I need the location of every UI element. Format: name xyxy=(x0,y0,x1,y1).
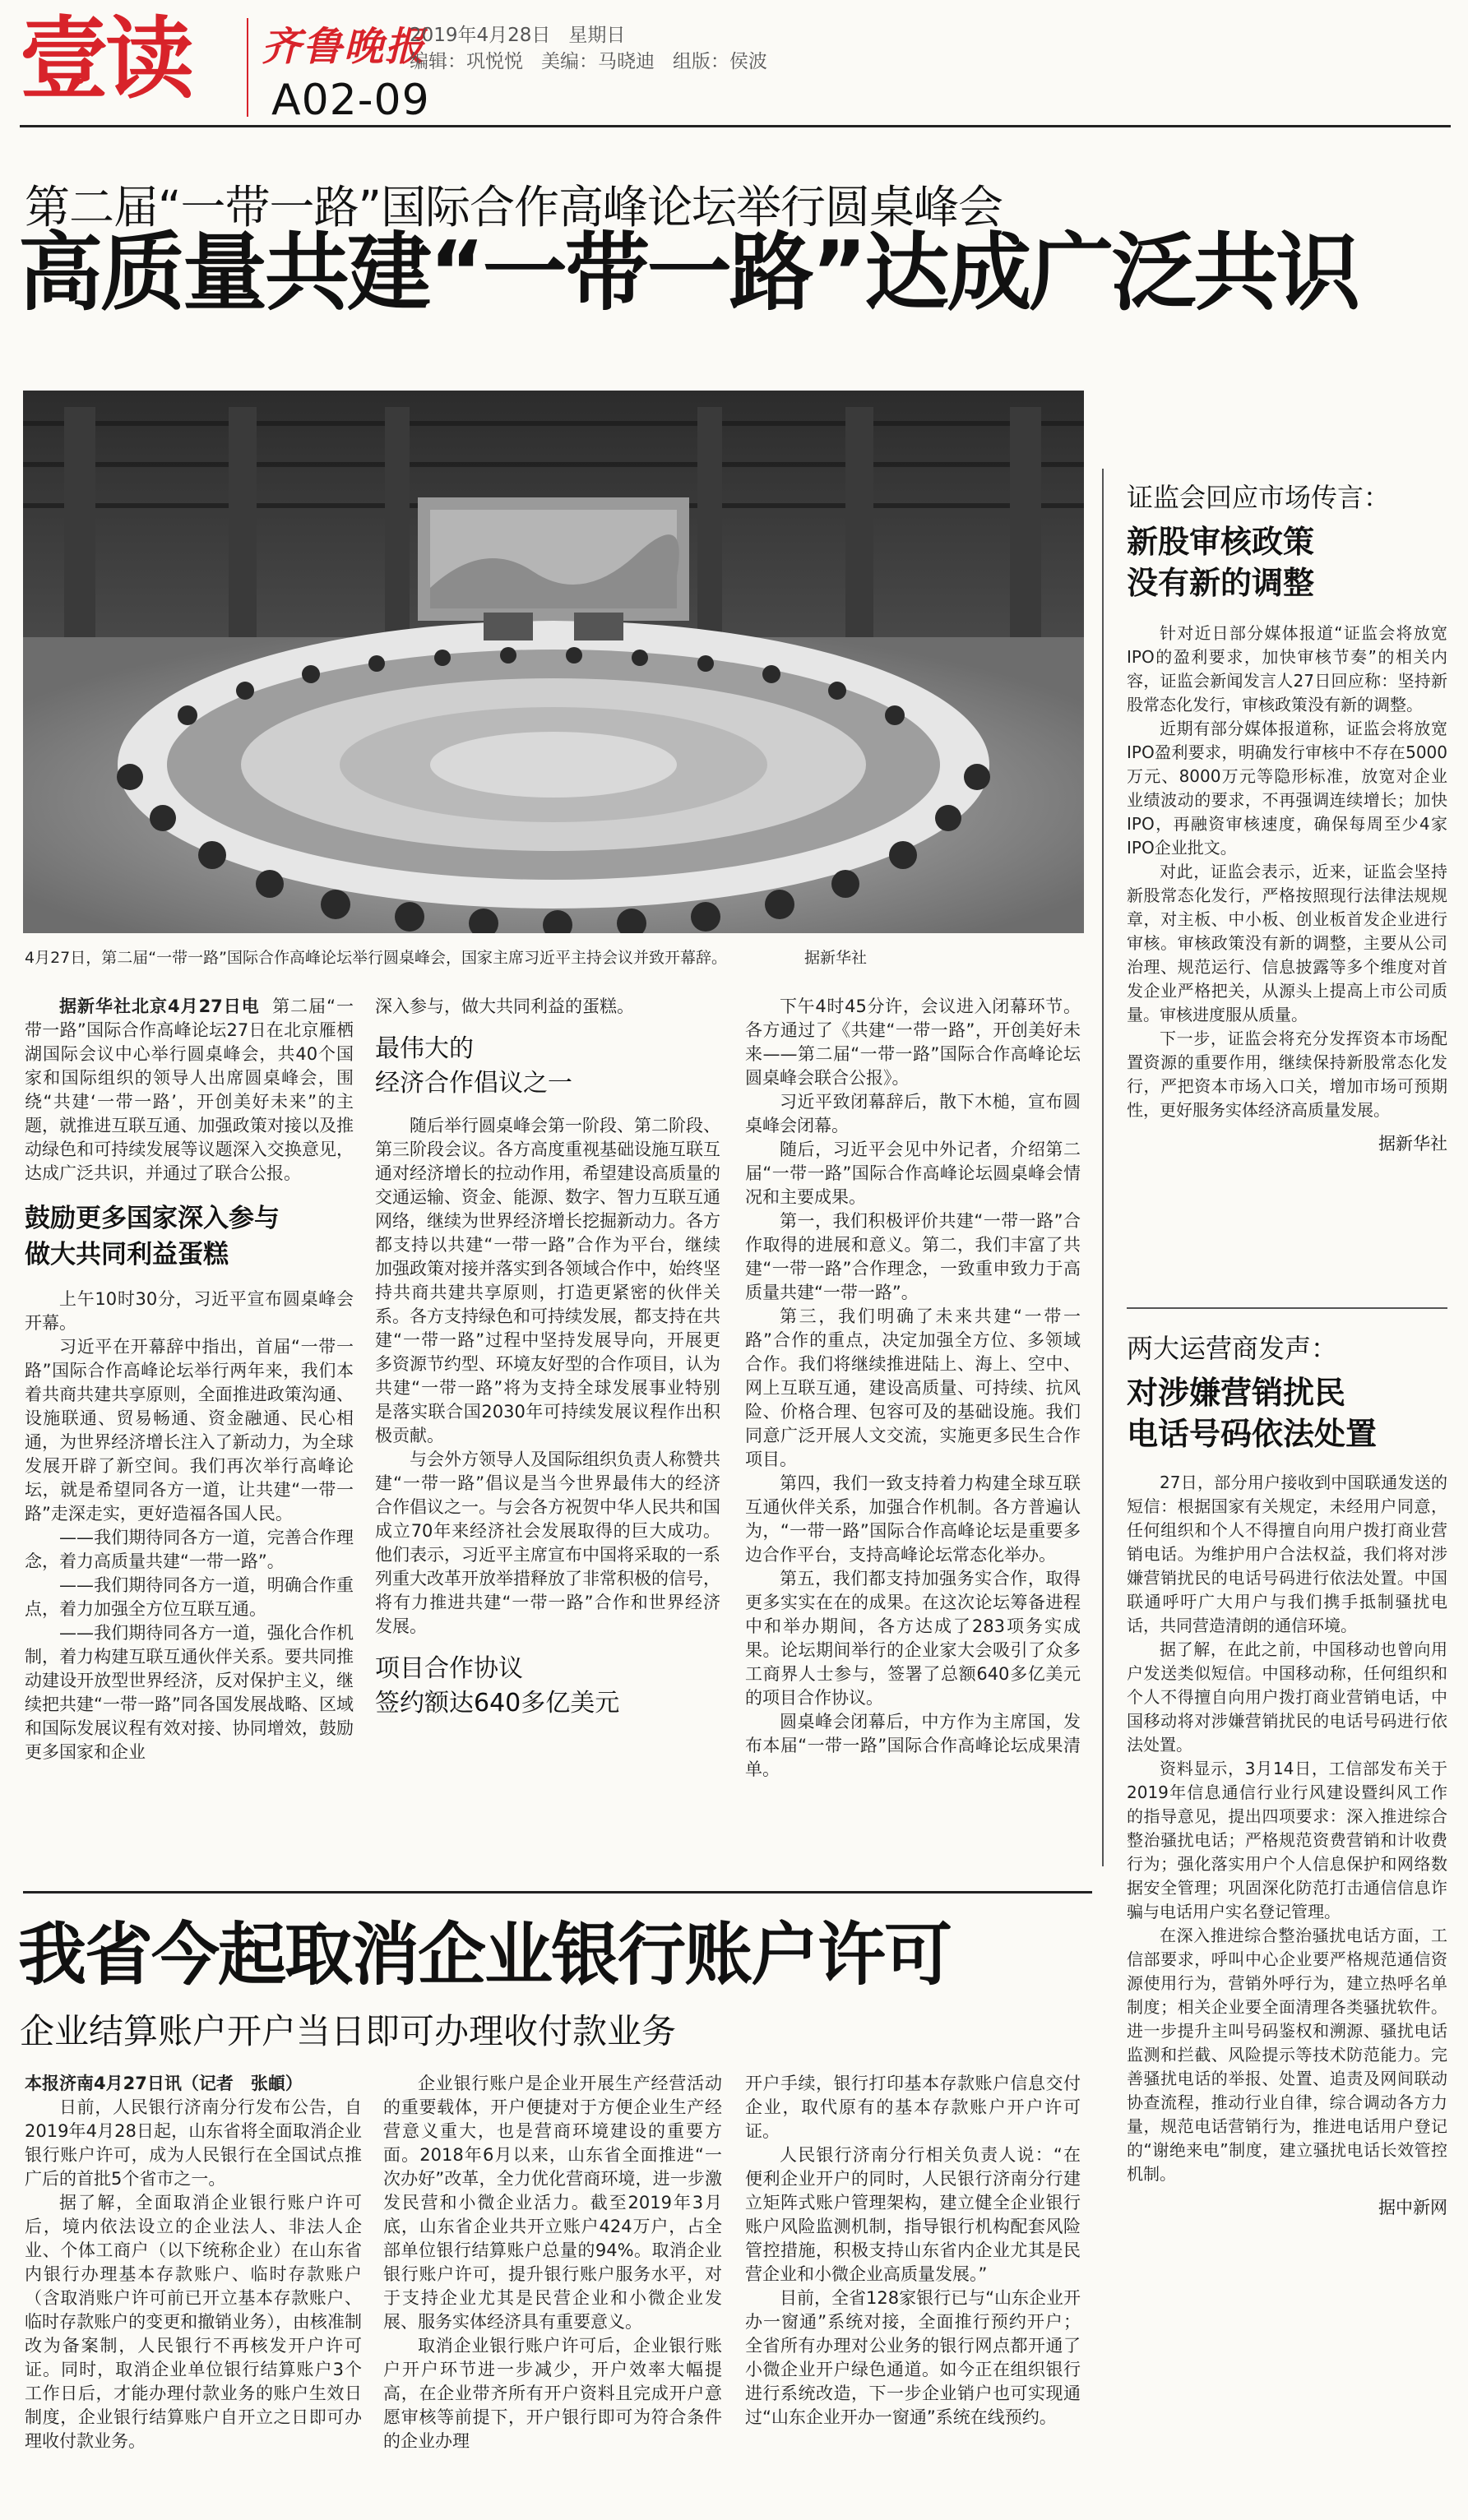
sidebar-source: 据新华社 xyxy=(1378,1134,1447,1154)
page-number: A02-09 xyxy=(271,76,430,125)
lead-paragraph: ——我们期待同各方一道，完善合作理念，着力高质量共建“一带一路”。 xyxy=(25,1528,354,1571)
sidebar-paragraph: 针对近日部分媒体报道“证监会将放宽IPO的盈利要求，加快审核节奏”的相关内容，证监会新闻发言人27日回应称：坚持新股常态化发行，审核政策没有新的调整。 xyxy=(1127,623,1447,714)
story2-column-1 xyxy=(25,2072,362,2453)
sidebar-paragraph: 据了解，在此之前，中国移动也曾向用户发送类似短信。中国移动称，任何组织和个人不得擅自向用户拨打商业营销电话，中国移动将对涉嫌营销扰民的电话号码进行依法处置。 xyxy=(1127,1639,1447,1755)
lead-paragraph: ——我们期待同各方一道，明确合作重点，着力加强全方位互联互通。 xyxy=(25,1575,354,1619)
story2-paragraph: 据了解，全面取消企业银行账户许可后，境内依法设立的企业法人、非法人企业、个体工商户（以下统称企业）在山东省内银行办理基本存款账户、临时存款账户（含取消账户许可前已开立基本存款账户、临时存款账户的变更和撤销业务），由核准制改为备案制，人民银行不再核发开户许可证。同时，取消企业单位银行结算账户3个工作日后，才能办理付款业务的账户生效日制度，企业银行结算账户自开立之日即可办理收付款业务。 xyxy=(25,2193,362,2451)
story2-paragraph: 开户手续，银行打印基本存款账户信息交付企业，取代原有的基本存款账户开户许可证。 xyxy=(745,2074,1081,2141)
masthead-divider xyxy=(247,18,248,117)
section-heading: 项目合作协议 签约额达640多亿美元 xyxy=(375,1654,620,1718)
designer-credit: 美编：马晓迪 xyxy=(540,51,655,72)
masthead-date-line xyxy=(410,20,625,47)
sidebar-body xyxy=(1127,622,1447,1122)
sidebar-rule xyxy=(1102,469,1104,1866)
lead-column-3 xyxy=(745,995,1081,1782)
masthead-rule xyxy=(20,125,1451,127)
byline-text: 本报济南4月27日讯（记者 张頔） xyxy=(25,2074,303,2093)
lead-kicker: 第二届“一带一路”国际合作高峰论坛举行圆桌峰会 xyxy=(25,181,1003,234)
story2-paragraph: 日前，人民银行济南分行发布公告，自2019年4月28日起，山东省将全面取消企业银行账户许可，成为人民银行在全国试点推广后的首批5个省市之一。 xyxy=(25,2097,362,2189)
story2-subhead: 企业结算账户开户当日即可办理收付款业务 xyxy=(20,2011,677,2051)
story2-paragraph: 企业银行账户是企业开展生产经营活动的重要载体，开户便捷对于方便企业生产经营意义重大，也是营商环境建设的重要方面。2018年6月以来，山东省全面推进“一次办好”改革，全力优化营商环境，进一步激发民营和小微企业活力。截至2019年3月底，山东省企业共开立账户424万户，占全部单位银行结算账户总量的94%。取消企业银行账户许可，提升银行账户服务水平，对于支持企业尤其是民营企业和小微企业发展、服务实体经济具有重要意义。 xyxy=(383,2074,722,2332)
story2-paragraph: 取消企业银行账户许可后，企业银行账户开户环节进一步减少，开户效率大幅提高，在企业带齐所有开户资料且完成开户意愿审核等前提下，开户银行即可为符合条件的企业办理 xyxy=(383,2336,722,2451)
masthead-credits-line xyxy=(410,46,767,73)
sidebar-divider xyxy=(1127,1307,1447,1309)
sidebar-headline: 对涉嫌营销扰民 电话号码依法处置 xyxy=(1127,1375,1378,1452)
sidebar-kicker: 两大运营商发声： xyxy=(1127,1333,1338,1364)
story2-column-2 xyxy=(383,2072,722,2453)
byline xyxy=(25,2072,362,2096)
sidebar-headline: 新股审核政策 没有新的调整 xyxy=(1127,524,1315,601)
lead-paragraph: 与会外方领导人及国际组织负责人称赞共建“一带一路”倡议是当今世界最伟大的经济合作倡议之一。与会各方祝贺中华人民共和国成立70年来经济社会发展取得的巨大成功。他们表示，习近平主席宣布中国将采取的一系列重大改革开放举措释放了非常积极的信号，将有力推进共建“一带一路”合作和世界经济发展。 xyxy=(375,1450,720,1636)
lead-paragraph: 第一，我们积极评价共建“一带一路”合作取得的进展和意义。第二，我们丰富了共建“一带一路”合作理念，一致重申致力于高质量共建“一带一路”。 xyxy=(745,1211,1081,1302)
story2-column-3 xyxy=(745,2072,1081,2430)
sidebar-kicker: 证监会回应市场传言： xyxy=(1127,482,1391,513)
photo-credit: 据新华社 xyxy=(804,949,868,967)
lead-paragraph: ——我们期待同各方一道，强化合作机制，着力构建互联互通伙伴关系。要共同推动建设开放型世界经济，反对保护主义，继续把共建“一带一路”同各国发展战略、区域和国际发展议程有效对接、协同增效，鼓励更多国家和企业 xyxy=(25,1623,354,1762)
lead-text: 第二届“一带一路”国际合作高峰论坛27日在北京雁栖湖国际会议中心举行圆桌峰会，共40个国家和国际组织的领导人出席圆桌峰会，围绕“共建‘一带一路’，开创美好未来”的主题，就推进互联互通、加强政策对接以及推动绿色和可持续发展等议题深入交换意见，达成广泛共识，并通过了联合公报。 xyxy=(25,996,354,1183)
sidebar-story-ipo xyxy=(1127,477,1447,1155)
lead-headline: 高质量共建“一带一路”达成广泛共识 xyxy=(18,224,1359,322)
lead-column-1 xyxy=(25,995,354,1764)
summit-photo xyxy=(23,391,1084,933)
lead-paragraph: 习近平致闭幕辞后，散下木槌，宣布圆桌峰会闭幕。 xyxy=(745,1092,1081,1135)
lead-column-2 xyxy=(375,995,720,1721)
newspaper-logo: 齐鲁晚报 xyxy=(262,24,427,70)
lead-paragraph xyxy=(25,995,354,1186)
lead-paragraph: 下午4时45分许，会议进入闭幕环节。各方通过了《共建“一带一路”，开创美好未来——第二届“一带一路”国际合作高峰论坛圆桌峰会联合公报》。 xyxy=(745,996,1081,1088)
lead-paragraph: 随后举行圆桌峰会第一阶段、第二阶段、第三阶段会议。各方高度重视基础设施互联互通对经济增长的拉动作用，希望建设高质量的交通运输、资金、能源、数字、智力互联互通网络，继续为世界经济增长挖掘新动力。各方都支持以共建“一带一路”合作为平台，继续加强政策对接并落实到各领域合作中，始终坚持共商共建共享原则，打造更紧密的伙伴关系。各方支持绿色和可持续发展，都支持在共建“一带一路”过程中坚持发展导向，开展更多资源节约型、环境友好型的合作项目，认为共建“一带一路”将为支持全球发展事业特别是落实联合国2030年可持续发展议程作出积极贡献。 xyxy=(375,1116,720,1445)
photo-caption: 4月27日，第二届“一带一路”国际合作高峰论坛举行圆桌峰会，国家主席习近平主持会议并致开幕辞。 xyxy=(25,949,727,967)
sidebar-paragraph: 资料显示，3月14日，工信部发布关于2019年信息通信行业行风建设暨纠风工作的指导意见，提出四项要求：深入推进综合整治骚扰电话；严格规范资费营销和计收费行为；强化落实用户个人信息保护和网络数据安全管理；巩固深化防范打击通信信息诈骗与电话用户实名登记管理。 xyxy=(1127,1759,1447,1921)
proof-credit: 组版：侯波 xyxy=(672,51,767,72)
story2-headline: 我省今起取消企业银行账户许可 xyxy=(18,1915,951,1995)
sidebar-paragraph: 27日，部分用户接收到中国联通发送的短信：根据国家有关规定，未经用户同意，任何组织和个人不得擅自向用户拨打商业营销电话。为维护用户合法权益，我们将对涉嫌营销扰民的电话号码进行依法处置。中国联通呼吁广大用户与我们携手抵制骚扰电话，共同营造清朗的通信环境。 xyxy=(1127,1473,1447,1635)
round-table-illustration xyxy=(23,391,1084,933)
section-brand: 壹读 xyxy=(20,7,192,111)
sidebar-story-telecom xyxy=(1127,1328,1447,2219)
editor-credit: 编辑：巩悦悦 xyxy=(410,51,523,72)
story2-paragraph: 目前，全省128家银行已与“山东企业开办一窗通”系统对接，全面推行预约开户；全省所有办理对公业务的银行网点都开通了小微企业开户绿色通道。如今正在组织银行进行系统改造，下一步企业销户也可实现通过“山东企业开办一窗通”系统在线预约。 xyxy=(745,2288,1081,2427)
dateline: 据新华社北京4月27日电 xyxy=(59,996,260,1016)
lead-paragraph: 随后，习近平会见中外记者，介绍第二届“一带一路”国际合作高峰论坛圆桌峰会情况和主要成果。 xyxy=(745,1140,1081,1207)
story2-paragraph: 人民银行济南分行相关负责人说：“在便利企业开户的同时，人民银行济南分行建立矩阵式账户管理架构，建立健全企业银行账户风险监测机制，指导银行机构配套风险管控措施，积极支持山东省内企业尤其是民营企业和小微企业高质量发展。” xyxy=(745,2145,1081,2284)
section-heading: 最伟大的 经济合作倡议之一 xyxy=(375,1034,572,1098)
lead-paragraph: 习近平在开幕辞中指出，首届“一带一路”国际合作高峰论坛举行两年来，我们本着共商共建共享原则，全面推进政策沟通、设施联通、贸易畅通、资金融通、民心相通，为世界经济增长注入了新动力，为全球发展开辟了新空间。我们再次举行高峰论坛，就是希望同各方一道，让共建“一带一路”走深走实，更好造福各国人民。 xyxy=(25,1337,354,1524)
sidebar-paragraph: 下一步，证监会将充分发挥资本市场配置资源的重要作用，继续保持新股常态化发行，严把资本市场入口关，增加市场可预期性，更好服务实体经济高质量发展。 xyxy=(1127,1029,1447,1120)
sidebar-paragraph: 近期有部分媒体报道称，证监会将放宽IPO盈利要求，明确发行审核中不存在5000万元、8000万元等隐形标准，放宽对企业业绩波动的要求，不再强调连续增长；加快IPO，再融资审核速度，确保每周至少4家IPO企业批文。 xyxy=(1127,719,1447,858)
issue-weekday: 星期日 xyxy=(568,25,626,46)
lead-paragraph: 圆桌峰会闭幕后，中方作为主席国，发布本届“一带一路”国际合作高峰论坛成果清单。 xyxy=(745,1712,1081,1779)
sidebar-body xyxy=(1127,1471,1447,2186)
lead-paragraph: 深入参与，做大共同利益的蛋糕。 xyxy=(375,996,634,1016)
sidebar-paragraph: 在深入推进综合整治骚扰电话方面，工信部要求，呼叫中心企业要严格规范通信资源使用行为，营销外呼行为，建立热呼名单制度；相关企业要全面清理各类骚扰软件。进一步提升主叫号码鉴权和溯源、骚扰电话监测和拦截、风险提示等技术防范能力。完善骚扰电话的举报、处置、追责及网间联动协查流程，推动行业自律，综合调动各方力量，规范电话营销行为，推进电话用户登记的“谢绝来电”制度，建立骚扰电话长效管控机制。 xyxy=(1127,1926,1447,2184)
lead-paragraph: 上午10时30分，习近平宣布圆桌峰会开幕。 xyxy=(25,1289,354,1333)
story-divider xyxy=(23,1891,1092,1893)
lead-paragraph: 第三，我们明确了未来共建“一带一路”合作的重点，决定加强全方位、多领域合作。我们将继续推进陆上、海上、空中、网上互联互通，建设高质量、可持续、抗风险、价格合理、包容可及的基础设施。我们同意广泛开展人文交流，实施更多民生合作项目。 xyxy=(745,1306,1081,1469)
lead-paragraph: 第五，我们都支持加强务实合作，取得更多实实在在的成果。在这次论坛筹备进程中和举办期间，各方达成了283项务实成果。论坛期间举行的企业家大会吸引了众多工商界人士参与，签署了总额640多亿美元的项目合作协议。 xyxy=(745,1569,1081,1708)
sidebar-paragraph: 对此，证监会表示，近来，证监会坚持新股常态化发行，严格按照现行法律法规规章，对主板、中小板、创业板首发企业进行审核。审核政策没有新的调整，主要从公司治理、规范运行、信息披露等多个维度对首发企业严格把关，从源头上提高上市公司质量。审核进度服从质量。 xyxy=(1127,862,1447,1024)
issue-date: 2019年4月28日 xyxy=(410,25,551,46)
lead-paragraph: 第四，我们一致支持着力构建全球互联互通伙伴关系，加强合作机制。各方普遍认为，“一带一路”国际合作高峰论坛是重要多边合作平台，支持高峰论坛常态化举办。 xyxy=(745,1473,1081,1565)
section-heading: 鼓励更多国家深入参与 做大共同利益蛋糕 xyxy=(25,1204,280,1269)
sidebar-source: 据中新网 xyxy=(1378,2198,1447,2217)
